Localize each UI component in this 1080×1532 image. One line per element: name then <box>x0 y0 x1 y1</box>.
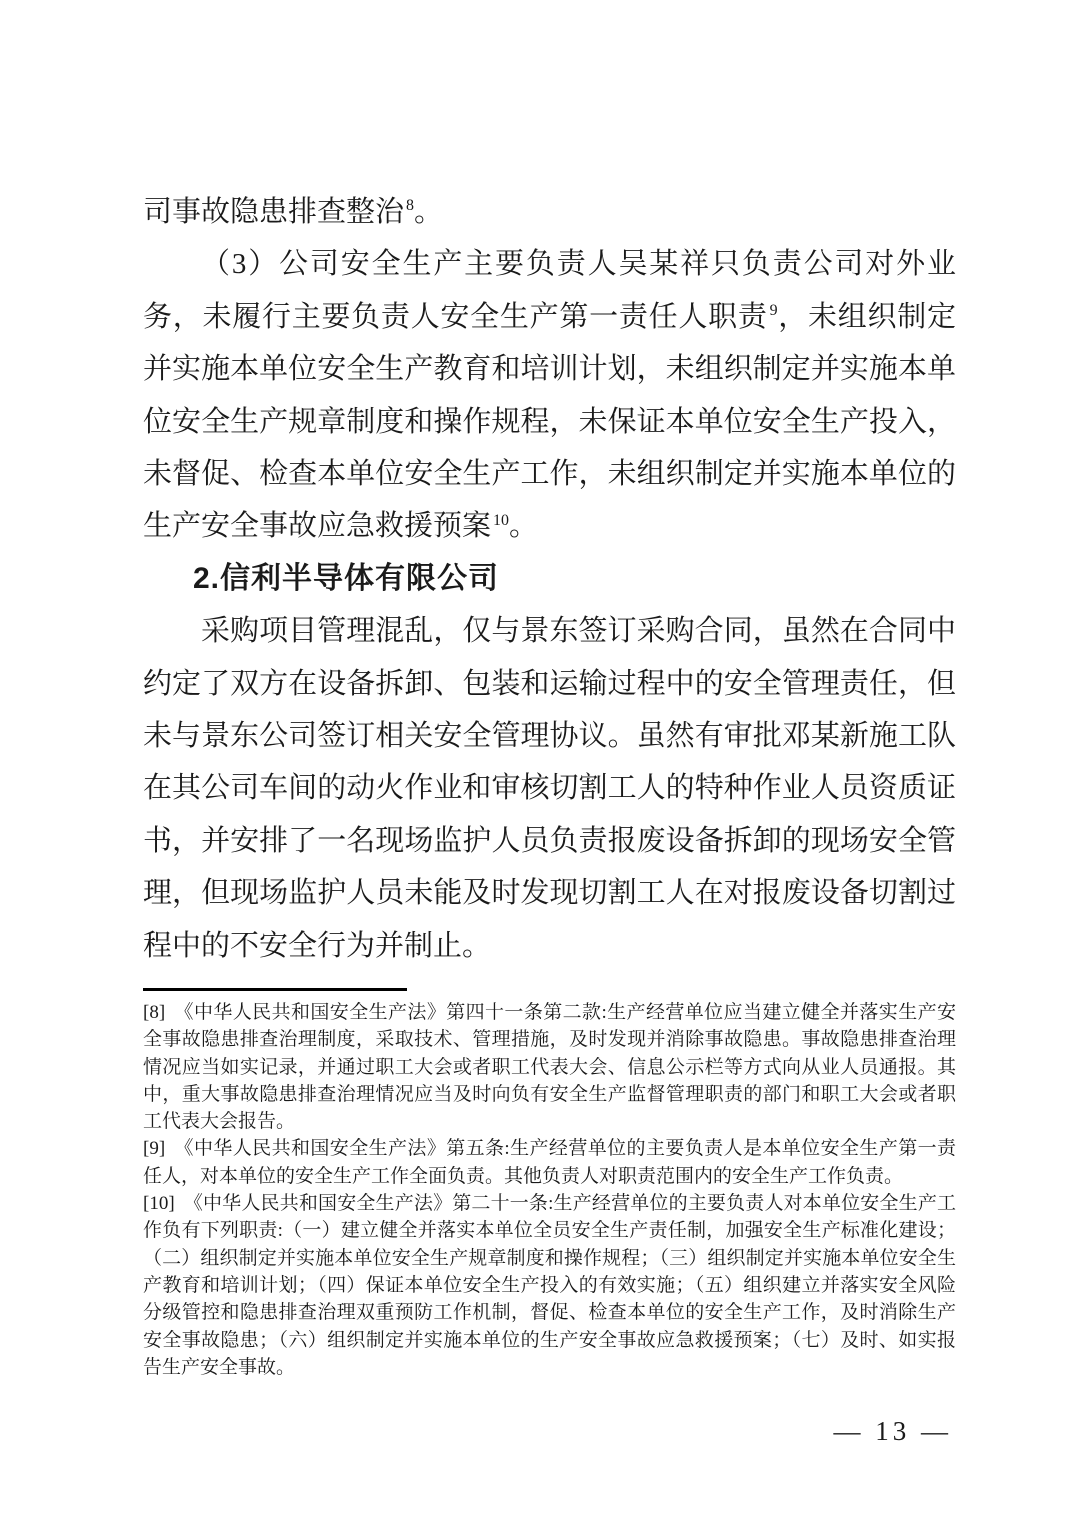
body-paragraph: （3）公司安全生产主要负责人吴某祥只负责公司对外业务，未履行主要负责人安全生产第一责任人职责 $^9$，未组织制定并实施本单位安全生产教育和培训计划，未组织制定并实施本单位安全生产规章制度和操作规程，未保证本单位安全生产投入，未督促、检查本单位安全生产工作，未组织制定并实施本单位的生产安全事故应急救援预案 $^{10}$。 <box>143 248 956 543</box>
body-text <box>143 186 956 972</box>
footnote-separator-rule <box>143 988 407 991</box>
footnote-ref-superscript: 8 <box>406 197 414 215</box>
body-paragraph: 采购项目管理混乱，仅与景东签订采购合同，虽然在合同中约定了双方在设备拆卸、包装和运输过程中的安全管理责任，但未与景东公司签订相关安全管理协议。虽然有审批邓某新施工队在其公司车间的动火作业和审核切割工人的特种作业人员资质证书，并安排了一名现场监护人员负责报废设备拆卸的现场安全管理，但现场监护人员未能及时发现切割工人在对报废设备切割过程中的不安全行为并制止。 <box>143 615 956 962</box>
footnote-item: [8] 《中华人民共和国安全生产法》第四十一条第二款:生产经营单位应当建立健全并落实生产安全事故隐患排查治理制度，采取技术、管理措施，及时发现并消除事故隐患。事故隐患排查治理情况应当如实记录，并通过职工大会或者职工代表大会、信息公示栏等方式向从业人员通报。其中，重大事故隐患排查治理情况应当及时向负有安全生产监督管理职责的部门和职工大会或者职工代表大会报告。 <box>143 1002 956 1133</box>
body-paragraph: 司事故隐患排查整治 $^8$。 <box>143 196 443 228</box>
footnotes-list <box>143 999 956 1381</box>
footnote-ref-superscript: 9 <box>769 302 778 320</box>
footnote-marker: [9] <box>143 1138 166 1160</box>
footnote-ref-superscript: 10 <box>493 511 509 529</box>
footnote-marker: [8] <box>143 1002 166 1023</box>
footnote-marker: [10] <box>143 1193 175 1215</box>
page-number: — 13 — <box>833 1416 952 1446</box>
footnotes-section <box>143 988 956 1381</box>
footnote-item: [10] 《中华人民共和国安全生产法》第二十一条:生产经营单位的主要负责人对本单位安全生产工作负有下列职责:（一）建立健全并落实本单位全员安全生产责任制，加强安全生产标准化建设；（二）组织制定并实施本单位安全生产规章制度和操作规程；（三）组织制定并实施本单位安全生产教育和培训计划；（四）保证本单位安全生产投入的有效实施；（五）组织建立并落实安全风险分级管控和隐患排查治理双重预防工作机制，督促、检查本单位的安全生产工作，及时消除生产安全事故隐患；（六）组织制定并实施本单位的生产安全事故应急救援预案；（七）及时、如实报告生产安全事故。 <box>143 1193 956 1378</box>
footnote-item: [9] 《中华人民共和国安全生产法》第五条:生产经营单位的主要负责人是本单位安全生产第一责任人，对本单位的安全生产工作全面负责。其他负责人对职责范围内的安全生产工作负责。 <box>143 1138 956 1187</box>
section-heading: 2.信利半导体有限公司 <box>193 561 500 595</box>
